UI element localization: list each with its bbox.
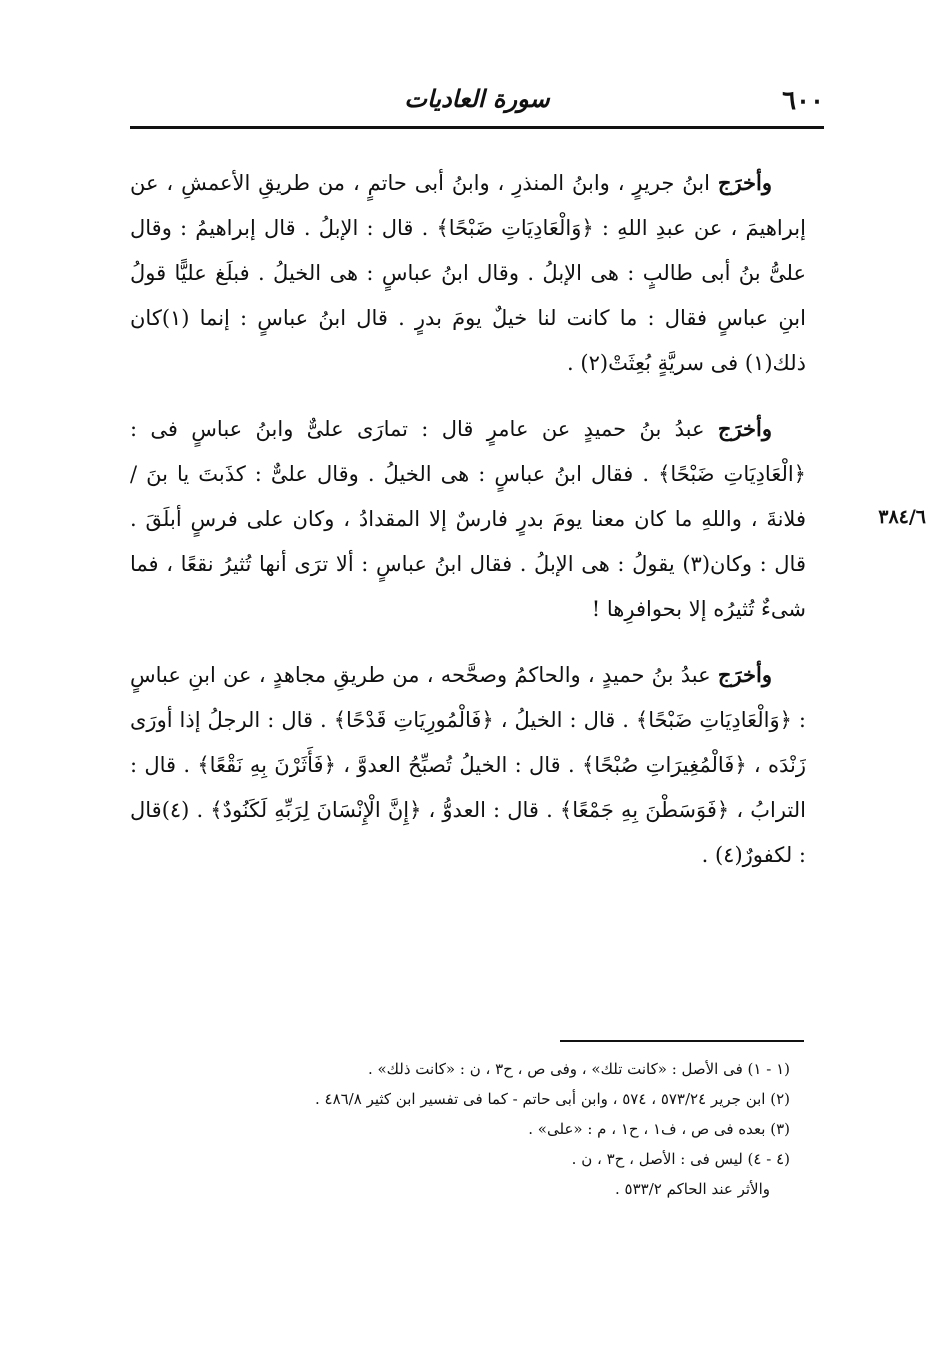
paragraph-text: ابنُ جريرٍ ، وابنُ المنذرِ ، وابنُ أبى حاتمٍ ، من طريقِ الأعمشِ ، عن إبراهيمَ ، عن عبدِ اللهِ : ﴿وَالْعَادِيَاتِ ضَبْحًا﴾ . قال : الإبلُ . قال إبراهيمُ : وقال علىُّ بنُ أبى طالبٍ : هى الإبلُ . وقال ابنُ عباسٍ : هى الخيلُ . فبلَغ عليًّا قولُ ابنِ عباسٍ فقال : ما كانت لنا خيلٌ يومَ بدرٍ . قال ابنُ عباسٍ : إنما (١)كان ذلك(١) فى سريَّةٍ بُعِثَتْ(٢) . — [130, 171, 806, 375]
paragraph-3 — [130, 652, 806, 878]
footnote-rule — [560, 1040, 804, 1042]
margin-reference: ٣٨٤/٦ — [878, 506, 926, 528]
paragraph-2 — [130, 406, 806, 632]
paragraph-lead: وأخرَج — [717, 662, 772, 687]
paragraph-lead: وأخرَج — [717, 416, 772, 441]
footnote-1: (١ - ١) فى الأصل : «كانت تلك» ، وفى ص ، ح٣ ، ن : «كانت ذلك» . — [367, 1060, 790, 1078]
running-title: سورة العاديات — [404, 84, 550, 113]
paragraph-text: عبدُ بنُ حميدٍ عن عامرٍ قال : تمارَى علىٌّ وابنُ عباسٍ فى : ﴿الْعَادِيَاتِ ضَبْحًا﴾ . فقال ابنُ عباسٍ : هى الخيلُ . وقال علىٌّ : كذَبتَ يا بنَ /فلانةَ ، واللهِ ما كان معنا يومَ بدرٍ فارسٌ إلا المقدادُ ، وكان على فرسٍ أبلَقَ . قال : وكان(٣) يقولُ : هى الإبلُ . فقال ابنُ عباسٍ : ألا ترَى أنها تُثيرُ نقعًا ، فما شىءٌ تُثيرُه إلا بحوافرِها ! — [130, 417, 806, 621]
main-text — [130, 160, 806, 898]
footnotes — [130, 1054, 806, 1204]
paragraph-1 — [130, 160, 806, 386]
paragraph-text: عبدُ بنُ حميدٍ ، والحاكمُ وصحَّحه ، من طريقِ مجاهدٍ ، عن ابنِ عباسٍ : ﴿وَالْعَادِيَاتِ ضَبْحًا﴾ . قال : الخيلُ ، ﴿فَالْمُورِيَاتِ قَدْحًا﴾ . قال : الرجلُ إذا أورَى زَنْدَه ، ﴿فَالْمُغِيرَاتِ صُبْحًا﴾ . قال : الخيلُ تُصبِّحُ العدوَّ ، ﴿فَأَثَرْنَ بِهِ نَقْعًا﴾ . قال : الترابُ ، ﴿فَوَسَطْنَ بِهِ جَمْعًا﴾ . قال : العدوُّ ، ﴿إِنَّ الْإِنْسَانَ لِرَبِّهِ لَكَنُودٌ﴾ . (٤)قال : لكفورٌ(٤) . — [130, 663, 806, 867]
paragraph-lead: وأخرَج — [717, 170, 772, 195]
page-number: ٦٠٠ — [782, 86, 824, 116]
page-header — [130, 76, 824, 122]
footnote-3: (٣) بعده فى ص ، ف١ ، ح١ ، م : «على» . — [528, 1120, 790, 1138]
footnote-2: (٢) ابن جرير ٥٧٣/٢٤ ، ٥٧٤ ، وابن أبى حاتم - كما فى تفسير ابن كثير ٤٨٦/٨ . — [314, 1090, 790, 1108]
header-rule — [130, 126, 824, 129]
footnote-4: (٤ - ٤) ليس فى : الأصل ، ح٣ ، ن . — [571, 1150, 790, 1168]
footnote-continuation: والأثر عند الحاكم ٥٣٣/٢ . — [614, 1180, 770, 1198]
